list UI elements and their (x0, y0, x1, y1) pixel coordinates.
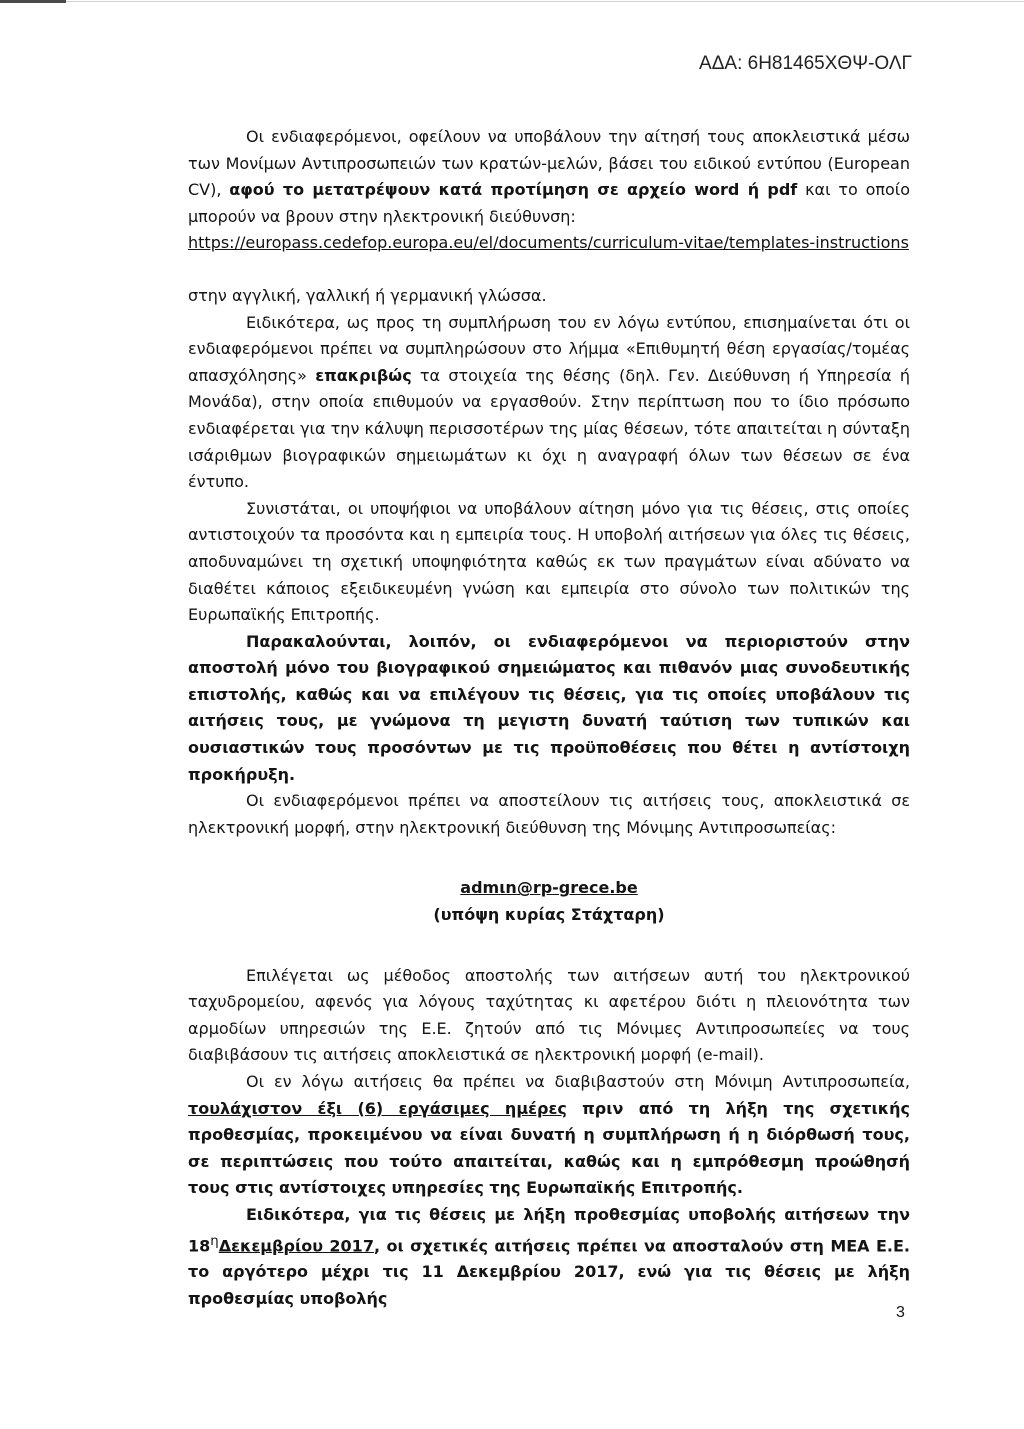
ada-code: ΑΔΑ: 6Η81465ΧΘΨ-ΟΛΓ (699, 53, 912, 74)
bold-span: (υπόψη κυρίας Στάχταρη) (433, 905, 665, 925)
text-span: Οι ενδιαφερόμενοι, οφείλουν να υποβάλουν την αίτησή τους αποκλειστικά μέσω των Μονίμων Αντιπροσωπειών των κρατών-μελών, βάσει του ειδικού εντύπου (European CV), (188, 127, 910, 200)
document-body (188, 124, 910, 1313)
bold-underlined-span: Δεκεμβρίου 2017 (218, 1235, 374, 1255)
text-span: και το οποίο μπορούν να βρουν στην ηλεκτρονική διεύθυνση: (188, 180, 911, 226)
paragraph-specific-deadline (188, 1202, 910, 1313)
europass-link[interactable]: https://europass.cedefop.europa.eu/el/documents/curriculum-vitae/templates-instructions (188, 233, 909, 253)
attention-line (188, 902, 910, 929)
superscript: η (210, 1233, 219, 1249)
paragraph-deadline-notice (188, 1069, 910, 1202)
bold-span: πριν από τη λήξη της σχετικής προθεσμίας, προκειμένου να είναι δυνατή η συμπλήρωση ή η διόρθωσή τους, σε περιπτώσεις που τούτο απαιτείται, καθώς και η εμπρόθεσμη προώθησή τους στις αντίστοιχες υπηρεσίες της Ευρωπαϊκής Επιτροπής. (188, 1098, 910, 1198)
top-border-dark (0, 0, 66, 3)
bold-span: αφού το μετατρέψουν κατά προτίμηση σε αρχείο word ή pdf (229, 180, 798, 200)
paragraph-request (188, 629, 910, 789)
text-span: Ειδικότερα, ως προς τη συμπλήρωση του εν λόγω εντύπου, επισημαίνεται ότι οι ενδιαφερόμενοι πρέπει να συμπληρώσουν στο λήμμα «Επιθυμητή θέση εργασίας/τομέας απασχόλησης» (188, 312, 910, 385)
paragraph-email-reason: Επιλέγεται ως μέθοδος αποστολής των αιτήσεων αυτή του ηλεκτρονικού ταχυδρομείου, αφενός για λόγους ταχύτητας κι αφετέρου διότι η πλειονότητα των αρμοδίων υπηρεσιών της Ε.Ε. ζητούν από τις Μόνιμες Αντιπροσωπείες να τους διαβιβάσουν τις αιτήσεις αποκλειστικά σε ηλεκτρονική μορφή (e-mail). (188, 965, 910, 1065)
email-link[interactable]: admιn@rp-grece.be (460, 878, 638, 898)
text-span: τα στοιχεία της θέσης (δηλ. Γεν. Διεύθυνση ή Υπηρεσία ή Μονάδα), στην οποία επιθυμούν να εργασθούν. Στην περίπτωση που το ίδιο πρόσωπο ενδιαφέρεται για την κάλυψη περισσοτέρων της μίας θέσεων, τότε απαιτείται η σύνταξη ισάριθμων βιογραφικών σημειωμάτων κι όχι η αναγραφή όλων των θέσεων σε ένα έντυπο. (188, 365, 910, 492)
paragraph-languages: στην αγγλική, γαλλική ή γερμανική γλώσσα. (188, 285, 547, 305)
page-number: 3 (896, 1304, 905, 1321)
paragraph-application-method (188, 124, 910, 230)
bold-span: επακριβώς (315, 365, 412, 385)
email-line (188, 875, 910, 902)
bold-span: Παρακαλούνται, λοιπόν, οι ενδιαφερόμενοι να περιοριστούν στην αποστολή μόνο του βιογραφικού σημειώματος και πιθανόν μιας συνοδευτικής επιστολής, καθώς και να επιλέγουν τις θέσεις, για τις οποίες υποβάλουν τις αιτήσεις τους, με γνώμονα τη μεγιστη δυνατή ταύτιση των τυπικών και ουσιαστικών τους προσόντων με τις προϋποθέσεις που θέτει η αντίστοιχη προκήρυξη. (188, 631, 910, 784)
top-border (0, 0, 1024, 3)
bold-span: , οι σχετικές αιτήσεις πρέπει να αποσταλούν στη ΜΕΑ Ε.Ε. το αργότερο μέχρι τις 11 Δεκεμβρίου 2017, ενώ για τις θέσεις με λήξη προθεσμίας υποβολής (188, 1235, 910, 1309)
text-span: Οι εν λόγω αιτήσεις θα πρέπει να διαβιβαστούν στη Μόνιμη Αντιπροσωπεία, (246, 1072, 910, 1091)
top-border-light (66, 1, 1024, 2)
paragraph-send-instructions: Οι ενδιαφερόμενοι πρέπει να αποστείλουν τις αιτήσεις τους, αποκλειστικά σε ηλεκτρονική μορφή, στην ηλεκτρονική διεύθυνση της Μόνιμης Αντιπροσωπείας: (188, 791, 910, 837)
paragraph-recommendation: Συνιστάται, οι υποψήφιοι να υποβάλουν αίτηση μόνο για τις θέσεις, στις οποίες αντιστοιχούν τα προσόντα και η εμπειρία τους. Η υποβολή αιτήσεων για όλες τις θέσεις, αποδυναμώνει τη σχετική υποψηφιότητα καθώς εκ των πραγμάτων είναι αδύνατο να διαθέτει κάποιος εξειδικευμένη γνώση και εμπειρία στο σύνολο των πολιτικών της Ευρωπαϊκής Επιτροπής. (188, 498, 910, 625)
paragraph-form-details (188, 310, 910, 496)
bold-underlined-span: τουλάχιστον έξι (6) εργάσιμες ημέρες (188, 1098, 567, 1118)
bold-span: Ειδικότερα, για τις θέσεις με λήξη προθεσμίας υποβολής αιτήσεων την 18 (188, 1204, 910, 1255)
